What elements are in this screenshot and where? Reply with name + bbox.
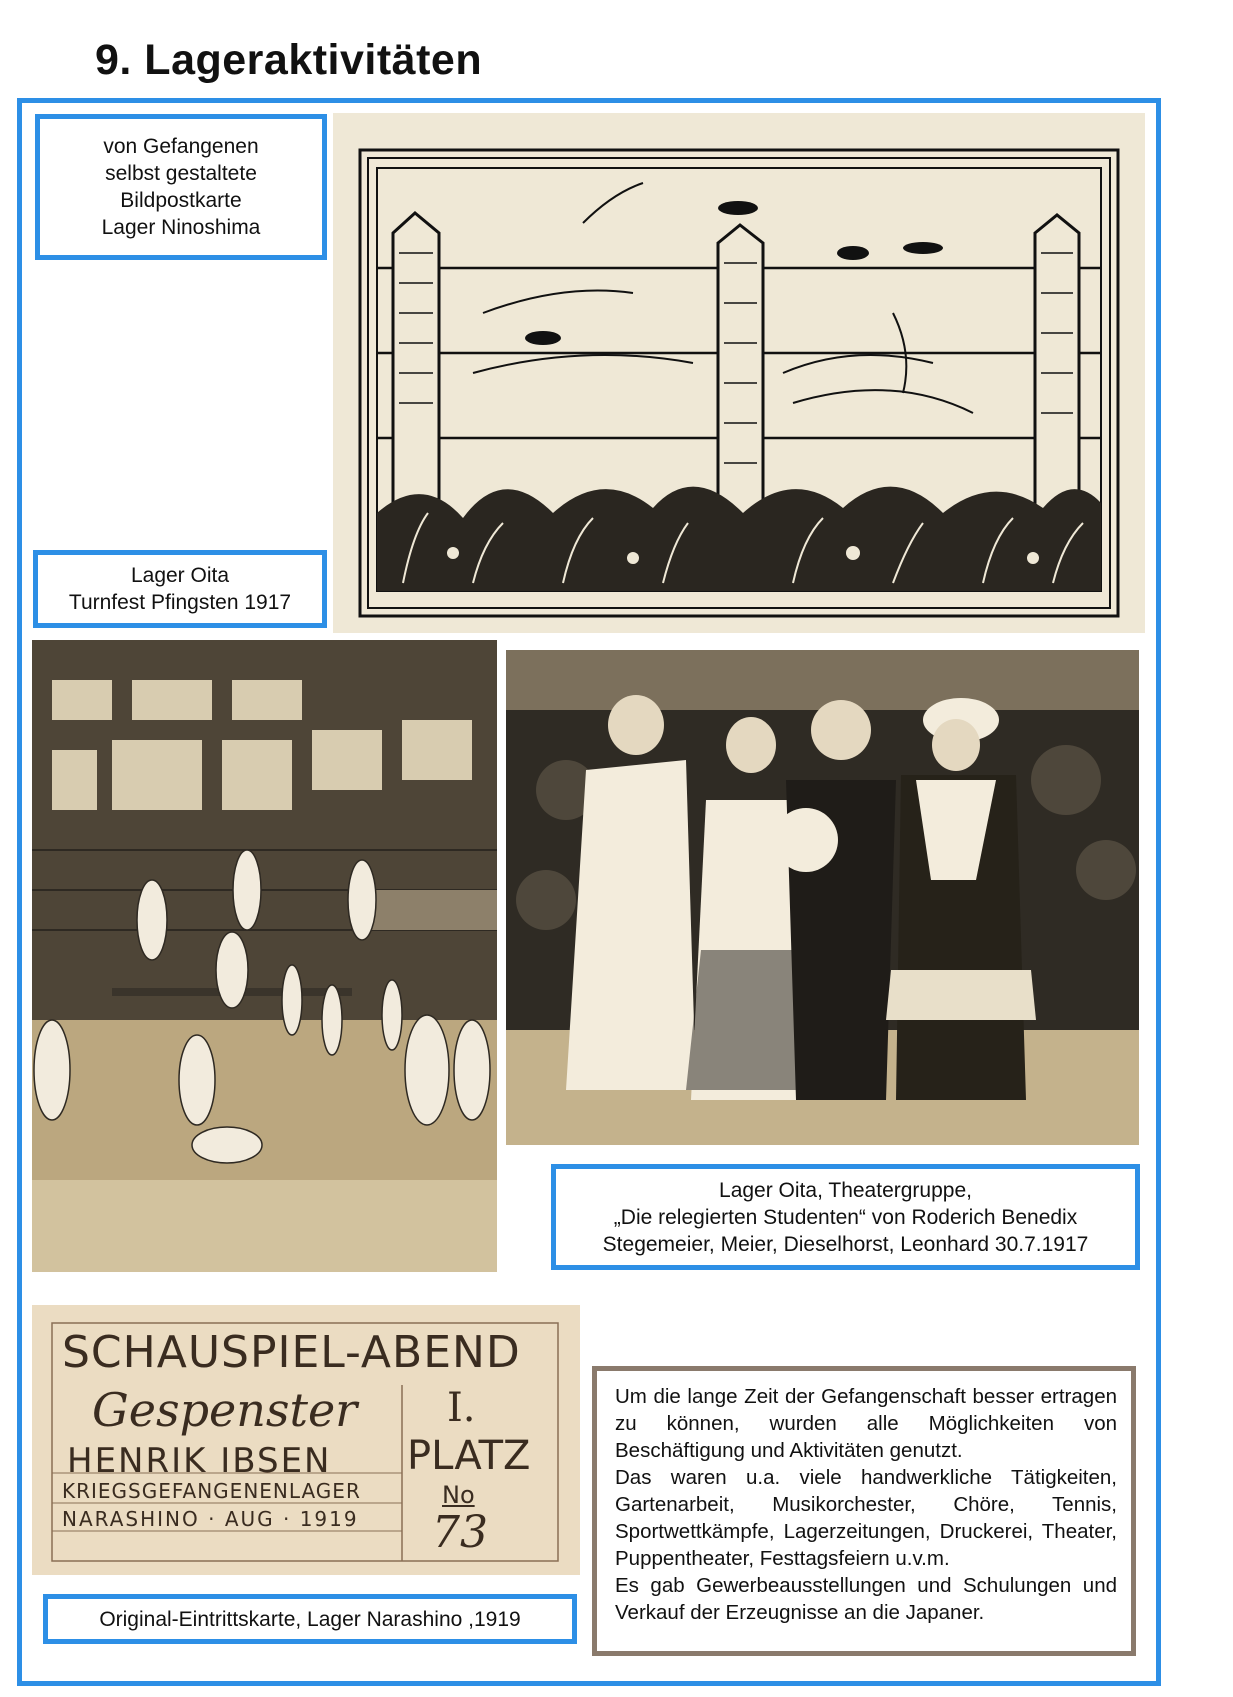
caption-line: Lager Oita [130, 564, 230, 587]
ticket-seat-number: 73 [432, 1507, 488, 1558]
caption-postcard [35, 114, 327, 260]
page-title: 9. Lageraktivitäten [95, 36, 483, 84]
caption-line: Bildpostkarte [120, 189, 242, 212]
description-paragraph: Um die lange Zeit der Gefangenschaft besser ertragen zu können, wurden alle Möglichkeiten von Beschäftigung und Aktivitäten genutzt. [615, 1385, 1117, 1462]
ticket-play-title: Gespenster [92, 1383, 358, 1437]
ticket-image [32, 1305, 580, 1575]
caption-line: von Gefangenen [103, 135, 259, 158]
caption-ticket [43, 1594, 577, 1644]
caption-line: Turnfest Pfingsten 1917 [68, 591, 292, 614]
caption-line: Lager Ninoshima [101, 216, 261, 239]
postcard-image [333, 113, 1145, 633]
ticket-author: HENRIK IBSEN [67, 1441, 332, 1481]
caption-theater [551, 1164, 1140, 1270]
description-paragraph: Es gab Gewerbeausstellungen und Schulungen und Verkauf der Erzeugnisse an die Japaner. [615, 1574, 1117, 1624]
ticket-seat-roman: I. [447, 1385, 476, 1431]
caption-line: Stegemeier, Meier, Dieselhorst, Leonhard 30.7.1917 [602, 1232, 1089, 1256]
ticket-camp: KRIEGSGEFANGENENLAGER [62, 1479, 361, 1503]
caption-line: selbst gestaltete [105, 162, 257, 185]
gymnastics-photo [32, 640, 497, 1272]
theater-photo [506, 650, 1139, 1145]
caption-line: „Die relegierten Studenten“ von Roderich Benedix [613, 1205, 1078, 1229]
description-box [592, 1366, 1136, 1656]
ticket-seat-label: PLATZ [407, 1433, 531, 1479]
description-paragraph: Das waren u.a. viele handwerkliche Tätigkeiten, Gartenarbeit, Musikorchester, Chöre, Tennis, Sportwettkämpfe, Lagerzeitungen, Druckerei, Theater, Puppentheater, Festtagsfeiern u.v.m. [615, 1466, 1117, 1570]
caption-gymnastics [33, 550, 327, 628]
caption-line: Lager Oita, Theatergruppe, [719, 1178, 972, 1202]
ticket-place-date: NARASHINO · AUG · 1919 [62, 1507, 359, 1531]
ticket-seat-no-label: No [442, 1481, 475, 1509]
caption-line: Original-Eintrittskarte, Lager Narashino ,1919 [99, 1607, 521, 1631]
ticket-heading: SCHAUSPIEL-ABEND [62, 1327, 521, 1378]
